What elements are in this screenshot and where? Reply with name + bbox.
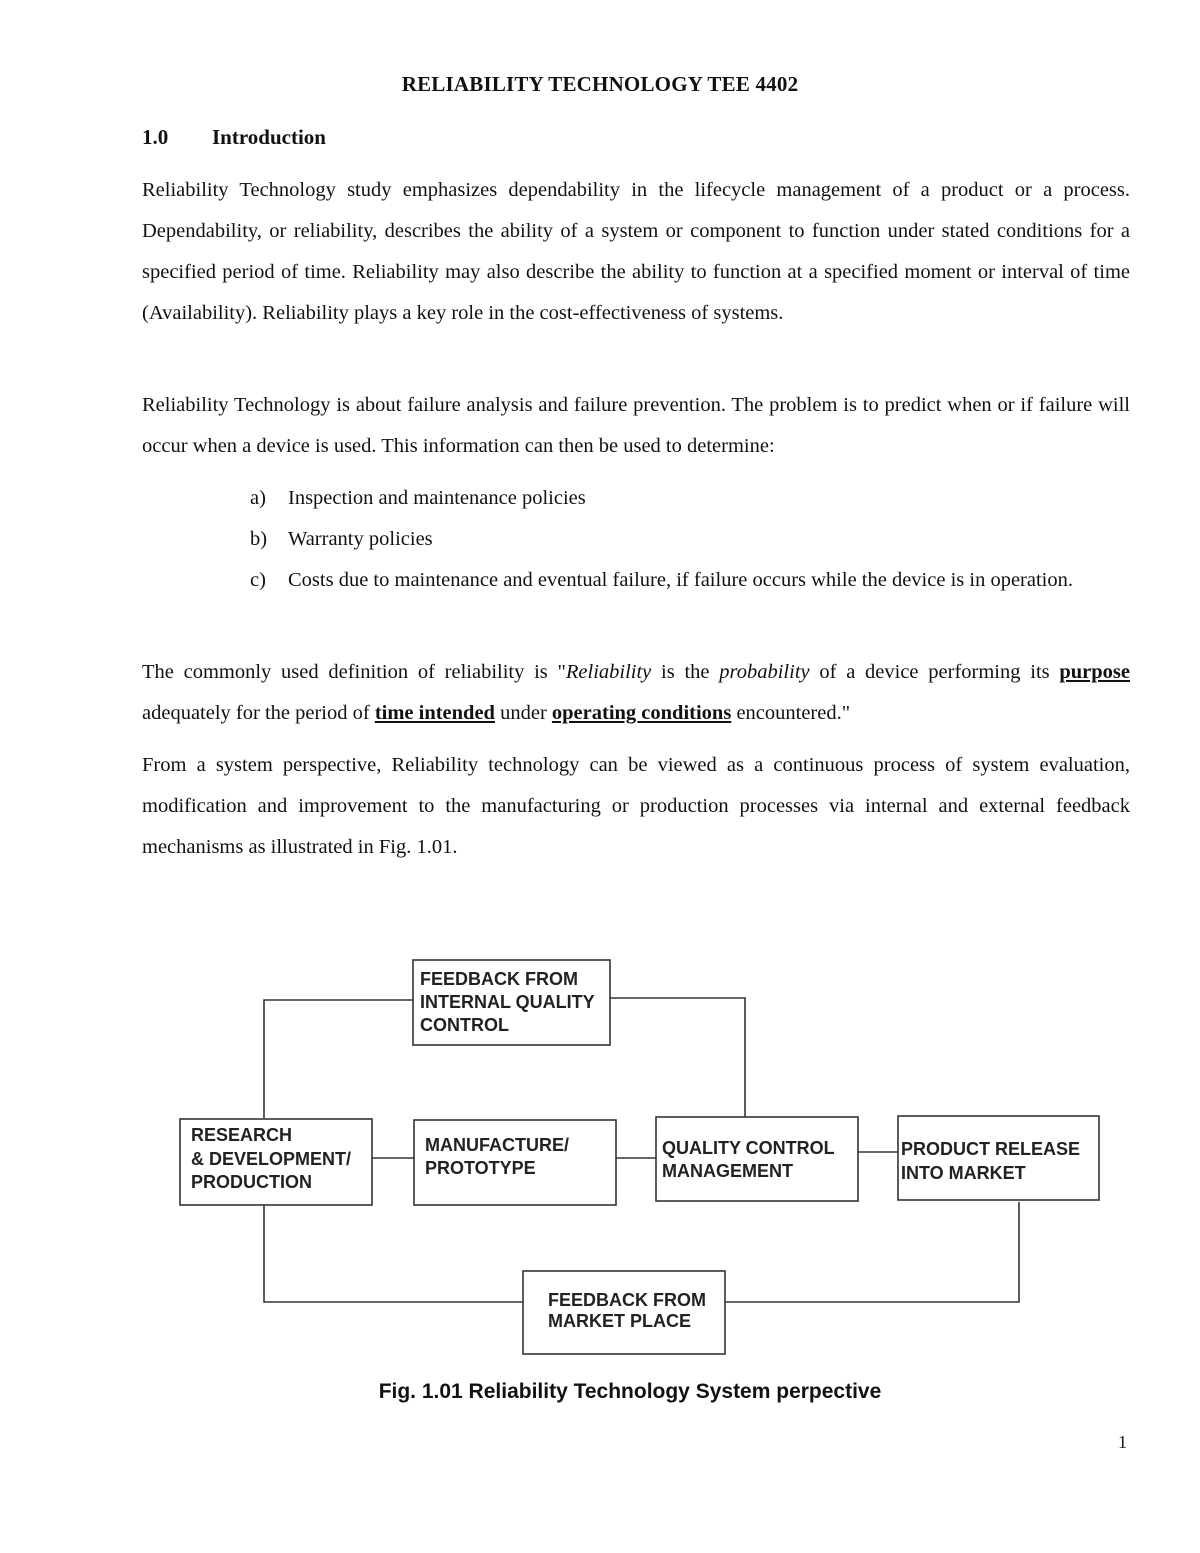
list-item: [250, 519, 1130, 560]
definition-text: of a device performing its: [809, 661, 1060, 683]
list-item: [250, 478, 1130, 519]
box-label: & DEVELOPMENT/: [191, 1149, 352, 1169]
document-title: RELIABILITY TECHNOLOGY TEE 4402: [401, 72, 799, 96]
box-product-release: [898, 1116, 1099, 1200]
section-number: 1.0: [142, 125, 169, 149]
box-manufacture: [414, 1120, 616, 1205]
box-label: MANAGEMENT: [662, 1161, 793, 1181]
list-item-label: c): [250, 569, 266, 591]
reliability-system-diagram: [0, 940, 1200, 1370]
box-label: QUALITY CONTROL: [662, 1138, 835, 1158]
box-label: PRODUCT RELEASE: [901, 1139, 1081, 1159]
list-item: [250, 560, 1130, 601]
box-label: FEEDBACK FROM: [420, 969, 578, 989]
box-feedback-market: [523, 1271, 725, 1354]
section-heading: [142, 125, 326, 150]
list-item-text: Costs due to maintenance and eventual failure, if failure occurs while the device is in operation.: [288, 569, 1073, 591]
figure-caption: Fig. 1.01 Reliability Technology System perpective: [378, 1380, 882, 1403]
list-item-text: Warranty policies: [288, 528, 433, 550]
list-item-label: b): [250, 528, 268, 550]
section-title: Introduction: [212, 125, 326, 149]
definition-text: The commonly used definition of reliability is ": [142, 661, 566, 683]
box-research: [180, 1119, 372, 1205]
list-item-text: Inspection and maintenance policies: [288, 487, 586, 509]
box-feedback-internal: [413, 960, 610, 1045]
box-label: CONTROL: [420, 1015, 509, 1035]
definition-term-time-intended: time intended: [374, 702, 495, 724]
connector-research-to-market-feedback: [264, 1205, 523, 1302]
failure-analysis-paragraph: Reliability Technology is about failure analysis and failure prevention. The problem is to predict when or if failure will occur when a device is used. This information can then be used to determine:: [142, 394, 1130, 457]
definition-text: is the: [651, 661, 720, 683]
box-label: INTO MARKET: [901, 1163, 1026, 1183]
box-label: PROTOTYPE: [425, 1158, 536, 1178]
box-label: FEEDBACK FROM: [548, 1290, 706, 1310]
box-quality-control: [656, 1117, 858, 1201]
connector-research-to-internal-feedback: [264, 1000, 413, 1118]
box-label: RESEARCH: [191, 1125, 293, 1145]
list-item-label: a): [250, 487, 266, 509]
definition-text: encountered.": [731, 702, 851, 724]
page-number: 1: [1118, 1432, 1127, 1452]
definition-term-purpose: purpose: [1059, 661, 1130, 683]
connector-internal-feedback-to-quality: [610, 998, 745, 1117]
definition-paragraph: [142, 652, 1130, 734]
definition-term-operating-conditions: operating conditions: [551, 702, 732, 724]
system-perspective-paragraph: From a system perspective, Reliability technology can be viewed as a continuous process of system evaluation, modification and improvement to the manufacturing or production processes via internal and external feedback mechanisms as illustrated in Fig. 1.01.: [142, 754, 1130, 858]
box-label: PRODUCTION: [191, 1172, 312, 1192]
definition-text: under: [494, 702, 552, 724]
definition-text: adequately for the period of: [142, 702, 375, 724]
intro-paragraph: Reliability Technology study emphasizes dependability in the lifecycle management of a product or a process. Dependability, or reliability, describes the ability of a system or component to function under stated conditions for a specified period of time. Reliability may also describe the ability to function at a specified moment or interval of time (Availability). Reliability plays a key role in the cost-effectiveness of systems.: [142, 179, 1130, 324]
box-label: INTERNAL QUALITY: [420, 992, 595, 1012]
box-label: MANUFACTURE/: [425, 1135, 569, 1155]
definition-term-probability: probability: [719, 661, 810, 683]
definition-term-reliability: Reliability: [565, 661, 652, 683]
policy-list: [250, 478, 1130, 601]
box-label: MARKET PLACE: [548, 1311, 691, 1331]
connector-market-feedback-to-release: [725, 1202, 1019, 1302]
